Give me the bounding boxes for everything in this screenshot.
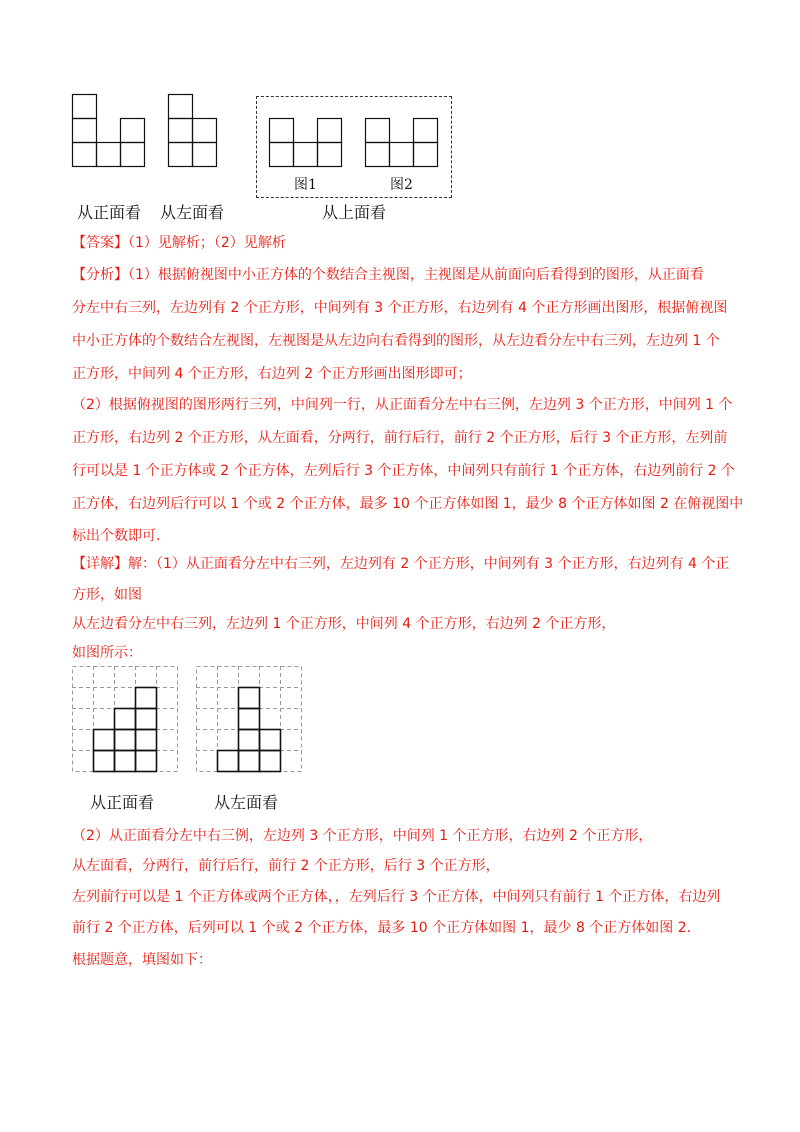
analysis-line: 标出个数即可. [72,528,161,544]
analysis-line: 正方形，中间列 4 个正方形，右边列 2 个正方形画出图形即可； [72,366,472,382]
part2-line: 前行 2 个正方体，后列可以 1 个或 2 个正方体，最多 10 个正方体如图 1，最少 8 个正方体如图 2. [72,920,692,936]
detail-front-caption: 从正面看 [90,793,155,812]
part2-line: （2）从正面看分左中右三例，左边列 3 个正方形，中间列 1 个正方形，右边列 2 个正方形， [72,828,653,844]
left-view-caption: 从左面看 [160,203,225,222]
analysis-line: 正方体，右边列后行可以 1 个或 2 个正方体，最多 10 个正方体如图 1，最少 8 个正方体如图 2 在俯视图中 [72,496,744,512]
fig1-label: 图1 [294,177,317,193]
top-view-fig1 [269,118,349,178]
analysis-line: 中小正方体的个数结合左视图，左视图是从左边向右看得到的图形，从左边看分左中右三列，左边列 1 个 [72,333,720,349]
analysis-line: 正方形，右边列 2 个正方形，从左面看，分两行，前行后行，前行 2 个正方形，后行 3 个正方形，左列前 [72,430,728,446]
detail-left-caption: 从左面看 [214,793,279,812]
answer-line: 【答案】（1）见解析；（2）见解析 [72,235,286,251]
detail-line: 如图所示： [72,645,142,661]
front-view-figure [72,94,152,174]
analysis-line: 分左中右三列，左边列有 2 个正方形，中间列有 3 个正方形，右边列有 4 个正方形画出图形，根据俯视图 [72,300,728,316]
part2-line: 根据题意，填图如下： [72,952,212,968]
detail-line: 方形，如图 [72,587,142,603]
top-view-caption: 从上面看 [322,203,387,222]
detail-line: 【详解】解：（1）从正面看分左中右三列，左边列有 2 个正方形，中间列有 3 个正方形，右边列有 4 个正 [72,556,730,572]
analysis-line: （2）根据俯视图的图形两行三列，中间列一行，从正面看分左中右三例，左边列 3 个正方形，中间列 1 个 [72,397,733,413]
left-view-figure [168,94,228,174]
analysis-line: 行可以是 1 个正方体或 2 个正方体，左列后行 3 个正方体，中间列只有前行 1 个正方体，右边列前行 2 个 [72,463,736,479]
detail-front-view-grid [72,666,182,776]
part2-line: 左列前行可以是 1 个正方体或两个正方体，，左列后行 3 个正方体，中间列只有前行 1 个正方体，右边列 [72,889,721,905]
detail-line: 从左边看分左中右三列，左边列 1 个正方形，中间列 4 个正方形，右边列 2 个正方形， [72,616,616,632]
front-view-caption: 从正面看 [77,203,142,222]
detail-left-view-grid [196,666,306,776]
fig2-label: 图2 [390,177,413,193]
analysis-line: 【分析】（1）根据俯视图中小正方体的个数结合主视图，主视图是从前面向后看得到的图形，从正面看 [72,267,704,283]
part2-line: 从左面看，分两行，前行后行，前行 2 个正方形，后行 3 个正方形， [72,858,500,874]
top-view-fig2 [365,118,445,178]
